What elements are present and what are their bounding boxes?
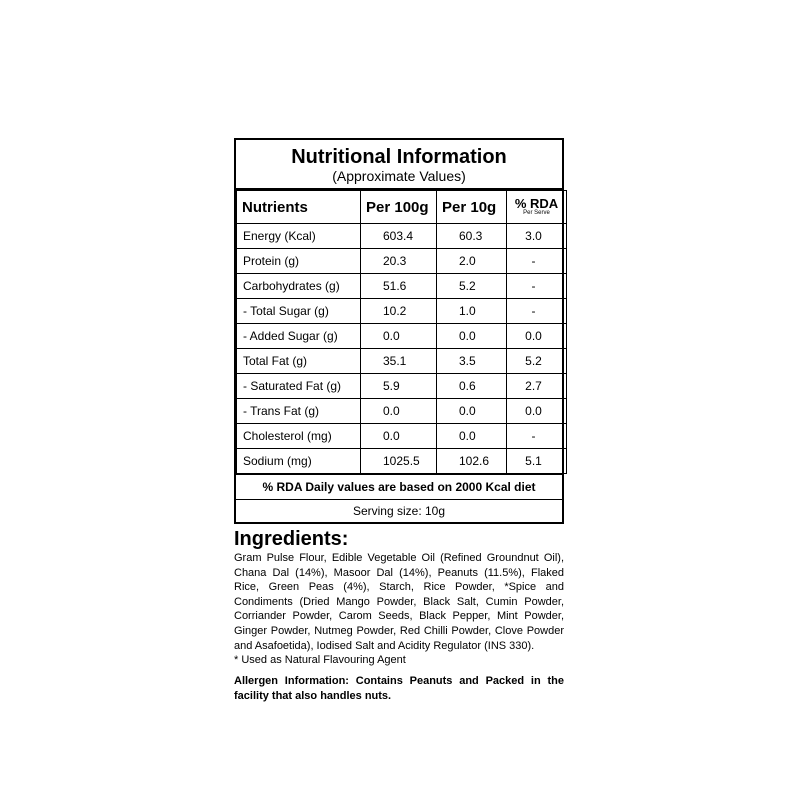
rda-cell: 5.1	[507, 449, 567, 474]
column-header-nutrients: Nutrients	[237, 191, 361, 224]
table-row	[237, 249, 567, 274]
nutrient-rows	[237, 224, 567, 474]
per-10g-cell: 5.2	[437, 274, 507, 299]
rda-cell: 3.0	[507, 224, 567, 249]
nutrient-name-cell: - Added Sugar (g)	[237, 324, 361, 349]
per-100g-cell: 0.0	[361, 399, 437, 424]
per-100g-cell: 0.0	[361, 324, 437, 349]
per-100g-cell: 20.3	[361, 249, 437, 274]
nutrition-title: Nutritional Information	[291, 146, 507, 168]
per-10g-cell: 0.0	[437, 324, 507, 349]
product-label	[234, 138, 568, 704]
nutrients-table	[236, 190, 567, 474]
nutrient-name-cell: Protein (g)	[237, 249, 361, 274]
nutrient-name-cell: Total Fat (g)	[237, 349, 361, 374]
serving-size: Serving size: 10g	[236, 499, 562, 522]
per-10g-cell: 0.6	[437, 374, 507, 399]
table-row	[237, 274, 567, 299]
per-100g-cell: 5.9	[361, 374, 437, 399]
nutrient-name-cell: - Saturated Fat (g)	[237, 374, 361, 399]
per-10g-cell: 3.5	[437, 349, 507, 374]
nutrient-name-cell: Carbohydrates (g)	[237, 274, 361, 299]
table-header-row	[237, 191, 567, 224]
rda-cell: 0.0	[507, 324, 567, 349]
table-row	[237, 374, 567, 399]
column-header-per-100g: Per 100g	[361, 191, 437, 224]
per-10g-cell: 0.0	[437, 424, 507, 449]
nutrient-name-cell: - Total Sugar (g)	[237, 299, 361, 324]
table-row	[237, 424, 567, 449]
per-100g-cell: 10.2	[361, 299, 437, 324]
ingredients-text: Gram Pulse Flour, Edible Vegetable Oil (Refined Groundnut Oil), Chana Dal (14%), Masoor Dal (14%), Peanuts (11.5%), Flaked Rice, Green Peas (4%), Starch, Rice Powder, *Spice and Condiments (Dried Mango Powder, Black Salt, Cumin Powder, Corriander Powder, Carom Seeds, Black Pepper, Mint Powder, Ginger Powder, Nutmeg Powder, Red Chilli Powder, Clove Powder and Asafoetida), Iodised Salt and Acidity Regulator (INS 330).	[234, 552, 564, 652]
table-row	[237, 449, 567, 474]
nutrient-name-cell: Energy (Kcal)	[237, 224, 361, 249]
rda-cell: 5.2	[507, 349, 567, 374]
rda-cell: -	[507, 299, 567, 324]
rda-cell: 0.0	[507, 399, 567, 424]
rda-cell: 2.7	[507, 374, 567, 399]
nutrition-header	[236, 140, 562, 190]
table-row	[237, 399, 567, 424]
per-100g-cell: 1025.5	[361, 449, 437, 474]
column-header-rda	[507, 191, 567, 224]
nutrition-subtitle: (Approximate Values)	[332, 168, 466, 184]
allergen-information: Allergen Information: Contains Peanuts and Packed in the facility that also handles nuts.	[234, 674, 564, 702]
per-10g-cell: 102.6	[437, 449, 507, 474]
per-10g-cell: 1.0	[437, 299, 507, 324]
per-100g-cell: 0.0	[361, 424, 437, 449]
table-row	[237, 299, 567, 324]
table-row	[237, 224, 567, 249]
table-row	[237, 324, 567, 349]
nutrition-facts-box	[234, 138, 564, 524]
column-header-per-10g: Per 10g	[437, 191, 507, 224]
per-100g-cell: 51.6	[361, 274, 437, 299]
per-10g-cell: 0.0	[437, 399, 507, 424]
rda-header-label: % RDA	[514, 195, 559, 211]
per-100g-cell: 603.4	[361, 224, 437, 249]
rda-cell: -	[507, 249, 567, 274]
rda-header-sublabel: Per Serve	[523, 209, 550, 216]
nutrient-name-cell: Sodium (mg)	[237, 449, 361, 474]
rda-cell: -	[507, 274, 567, 299]
nutrient-name-cell: Cholesterol (mg)	[237, 424, 361, 449]
rda-cell: -	[507, 424, 567, 449]
nutrient-name-cell: - Trans Fat (g)	[237, 399, 361, 424]
per-10g-cell: 60.3	[437, 224, 507, 249]
table-row	[237, 349, 567, 374]
per-10g-cell: 2.0	[437, 249, 507, 274]
ingredients-note: * Used as Natural Flavouring Agent	[234, 654, 406, 667]
rda-note: % RDA Daily values are based on 2000 Kcal diet	[236, 474, 562, 499]
ingredients-title: Ingredients:	[234, 528, 349, 550]
per-100g-cell: 35.1	[361, 349, 437, 374]
